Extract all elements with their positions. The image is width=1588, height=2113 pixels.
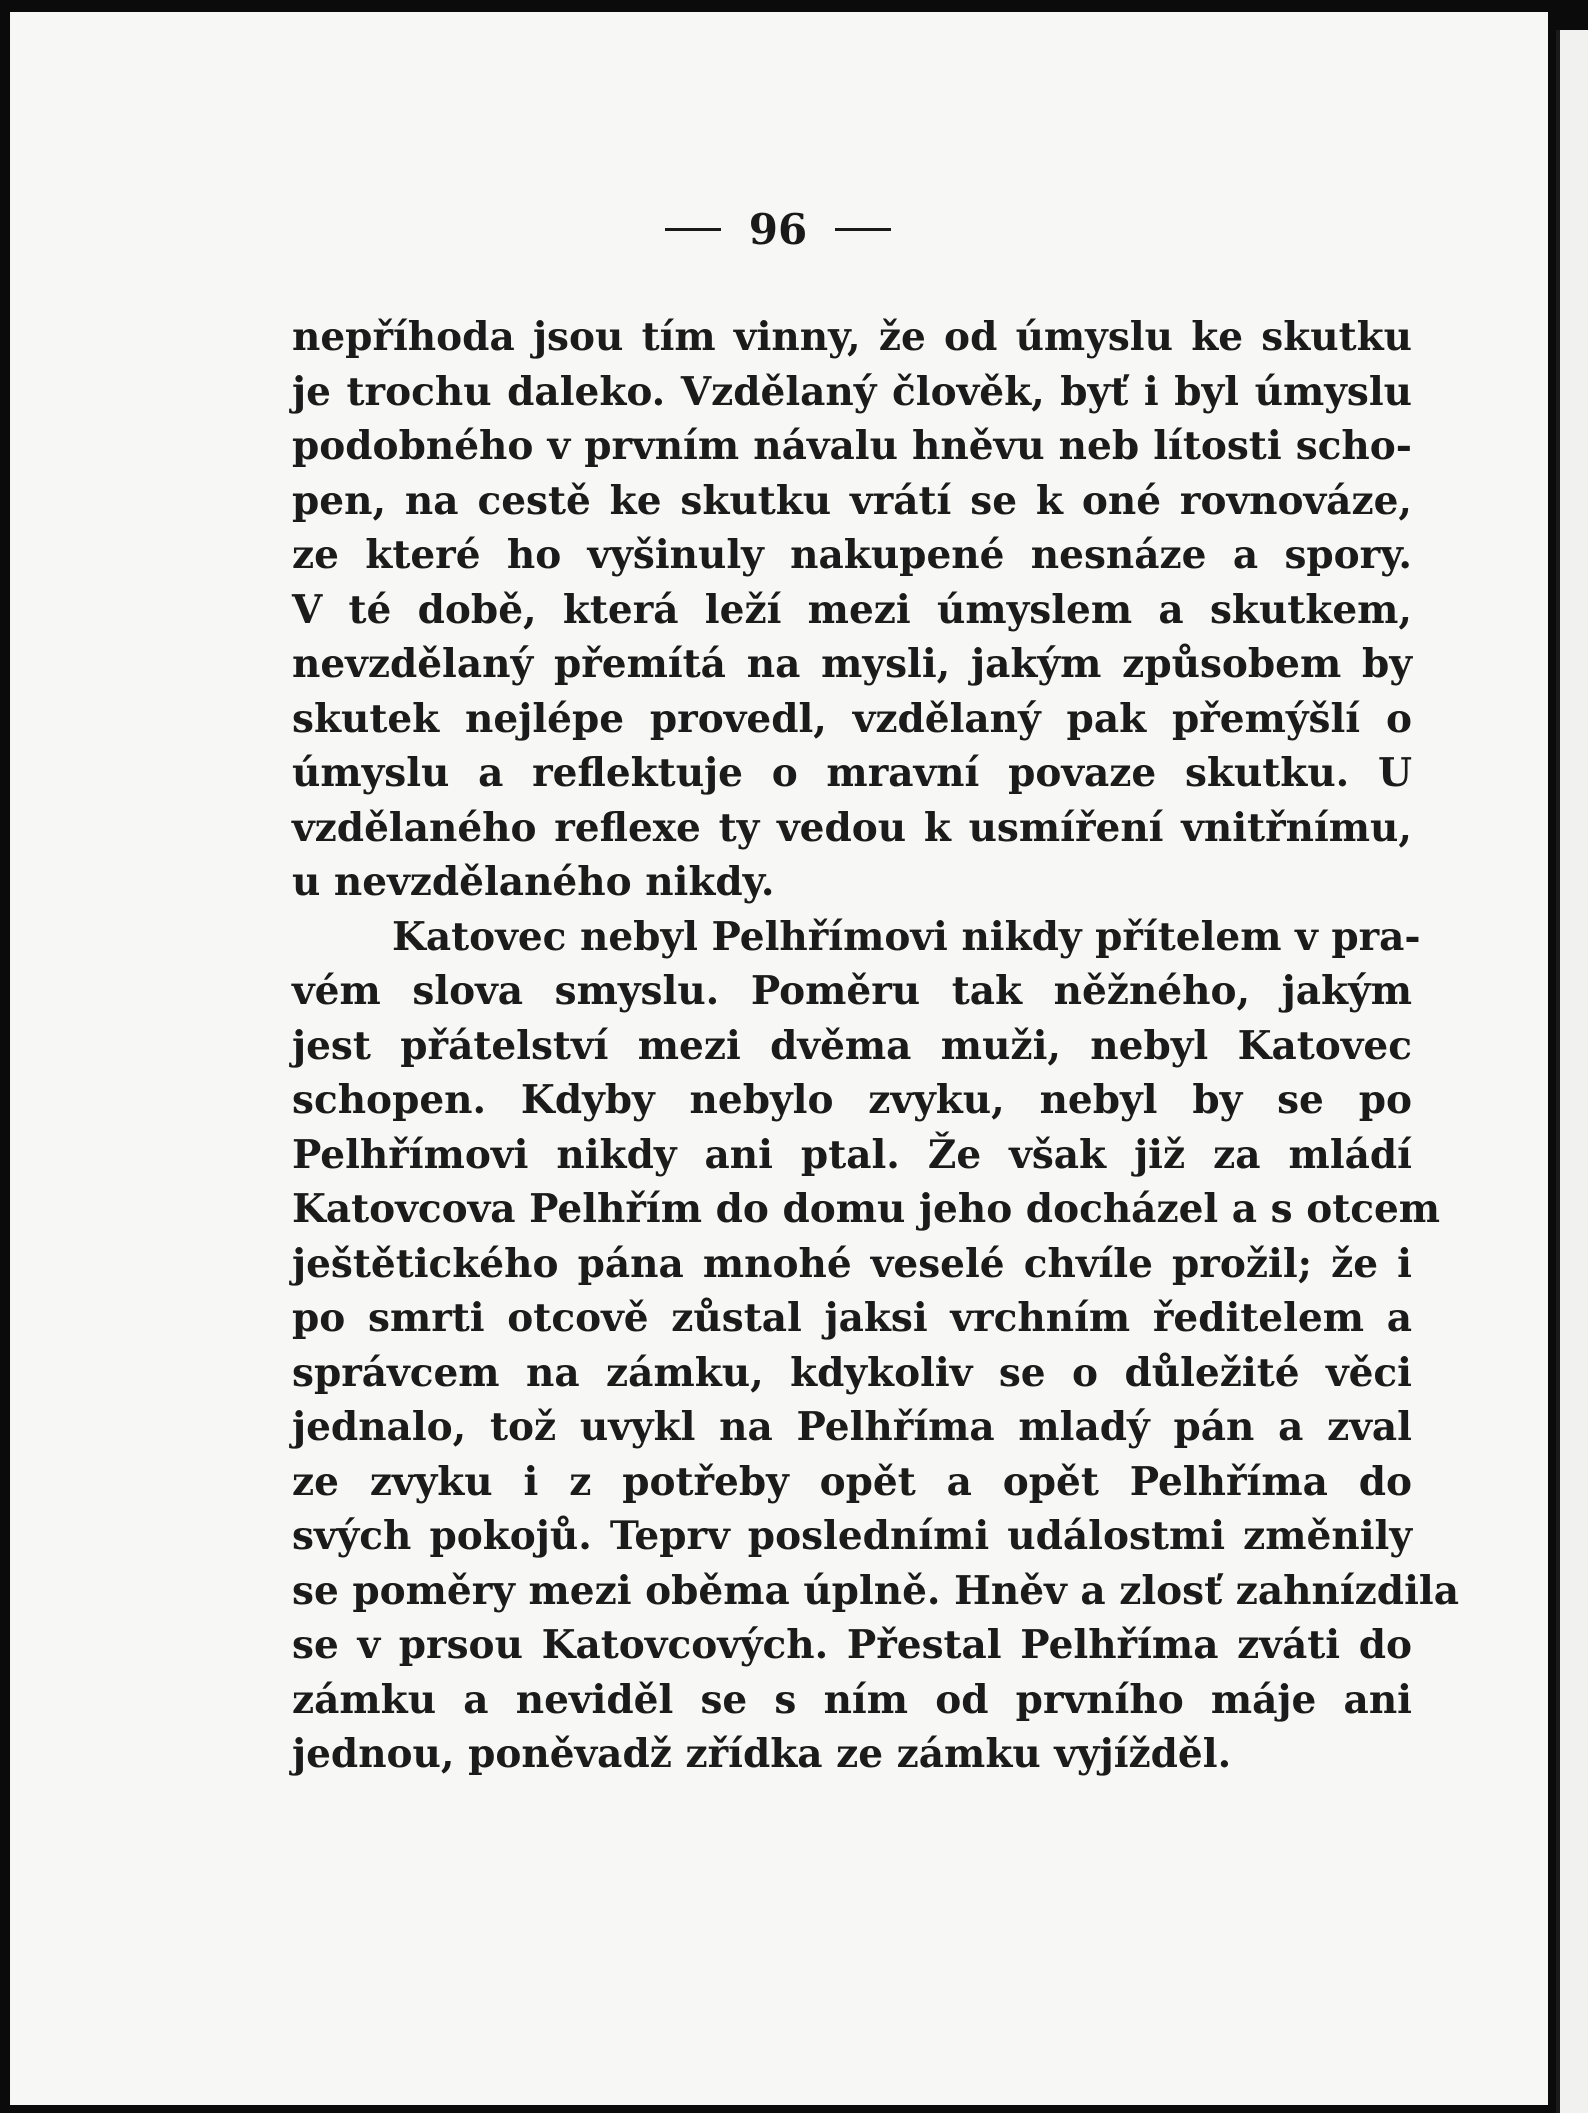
text-line: podobného v prvním návalu hněvu neb lítosti scho- [292,423,1412,469]
text-line: se poměry mezi oběma úplně. Hněv a zlosť zahnízdila [292,1567,1459,1614]
text-line: nepříhoda jsou tím vinny, že od úmyslu ke skutku [292,314,1412,360]
text-line: jednalo, tož uvykl na Pelhříma mladý pán a zval [292,1404,1412,1450]
scan-border-bottom [0,2105,1588,2113]
text-line: Katovec nebyl Pelhřímovi nikdy přítelem v pra- [392,913,1421,960]
text-line: nevzdělaný přemítá na mysli, jakým způsobem by [292,641,1412,687]
text-line: vzdělaného reflexe ty vedou k usmíření vnitřnímu, [292,804,1412,851]
scan-border-top [0,0,1588,12]
text-line: u nevzdělaného nikdy. [292,859,775,905]
scan-border-left [0,0,10,2113]
page-number: 96 [748,204,808,254]
page-header [12,194,1544,264]
body-text [292,310,1459,1782]
text-line: jednou, poněvadž zřídka ze zámku vyjížděl. [292,1731,1232,1777]
paragraph-2 [292,910,1459,1782]
text-line: vém slova smyslu. Poměru tak něžného, jakým [292,968,1412,1014]
page-gutter-line [1556,30,1560,2113]
text-line: správcem na zámku, kdykoliv se o důležité věci [292,1349,1412,1396]
text-line: V té době, která leží mezi úmyslem a skutkem, [292,586,1412,633]
text-line: ještětického pána mnohé veselé chvíle prožil; že i [292,1240,1412,1287]
text-line: ze které ho vyšinuly nakupené nesnáze a spory. [292,532,1412,578]
text-line: úmyslu a reflektuje o mravní povaze skutku. U [292,750,1412,796]
header-right-dash [835,228,891,231]
text-line: ze zvyku i z potřeby opět a opět Pelhříma do [292,1458,1412,1505]
text-line: je trochu daleko. Vzdělaný člověk, byť i byl úmyslu [292,368,1412,415]
text-line: Pelhřímovi nikdy ani ptal. Že však již za mládí [292,1131,1412,1178]
book-page [12,12,1544,2105]
text-line: svých pokojů. Teprv posledními událostmi změnily [292,1513,1412,1559]
text-line: Katovcova Pelhřím do domu jeho docházel a s otcem [292,1186,1441,1232]
text-line: schopen. Kdyby nebylo zvyku, nebyl by se po [292,1077,1412,1123]
header-left-dash [665,228,721,231]
text-line: jest přátelství mezi dvěma muži, nebyl Katovec [292,1022,1412,1069]
text-line: po smrti otcově zůstal jaksi vrchním ředitelem a [292,1295,1412,1341]
next-page-paper [1558,30,1588,2113]
text-line: skutek nejlépe provedl, vzdělaný pak přemýšlí o [292,695,1412,742]
text-line: zámku a neviděl se s ním od prvního máje ani [292,1676,1412,1723]
text-line: pen, na cestě ke skutku vrátí se k oné rovnováze, [292,477,1412,524]
paragraph-1 [292,310,1412,910]
text-line: se v prsou Katovcových. Přestal Pelhříma zváti do [292,1622,1412,1668]
